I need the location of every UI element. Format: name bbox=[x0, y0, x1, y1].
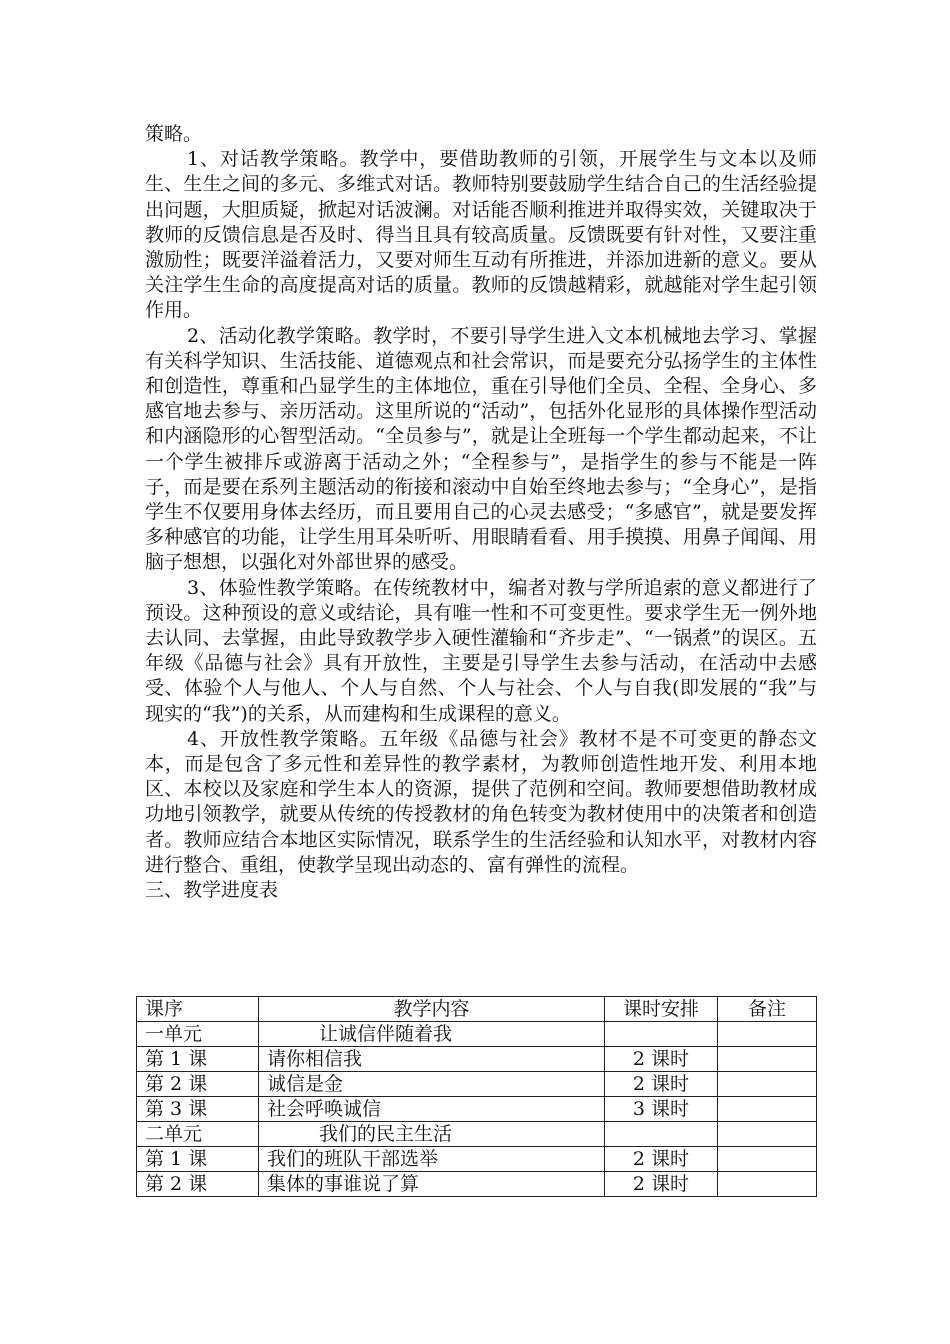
paragraph-open-strategy: 4、开放性教学策略。五年级《品德与社会》教材不是不可变更的静态文本，而是包含了多元性和差异性的教学素材，为教师创造性地开发、利用本地区、本校以及家庭和学生本人的资源，提供了范例和空间。教师要想借助教材成功地引领教学，就要从传统的传授教材的角色转变为教材使用中的决策者和创造者。教师应结合本地区实际情况，联系学生的生活经验和认知水平，对教材内容进行整合、重组，使教学呈现出动态的、富有弹性的流程。 bbox=[145, 727, 817, 876]
header-content: 教学内容 bbox=[259, 997, 605, 1022]
cell-order: 二单元 bbox=[137, 1122, 259, 1147]
cell-content: 请你相信我 bbox=[259, 1047, 605, 1072]
cell-note bbox=[718, 1147, 817, 1172]
cell-note bbox=[718, 1022, 817, 1047]
paragraph-activity-strategy: 2、活动化教学策略。教学时，不要引导学生进入文本机械地去学习、掌握有关科学知识、生活技能、道德观点和社会常识，而是要充分弘扬学生的主体性和创造性，尊重和凸显学生的主体地位，重在引导他们全员、全程、全身心、多感官地去参与、亲历活动。这里所说的“活动”，包括外化显形的具体操作型活动和内涵隐形的心智型活动。“全员参与”，就是让全班每一个学生都动起来，不让一个学生被排斥或游离于活动之外；“全程参与”，是指学生的参与不能是一阵子，而是要在系列主题活动的衔接和滚动中自始至终地去参与；“全身心”，是指学生不仅要用身体去经历，而且要用自己的心灵去感受；“多感官”，就是要发挥多种感官的功能，让学生用耳朵听听、用眼睛看看、用手摸摸、用鼻子闻闻、用脑子想想，以强化对外部世界的感受。 bbox=[145, 324, 817, 574]
cell-order: 第 1 课 bbox=[137, 1047, 259, 1072]
table-row bbox=[137, 1047, 817, 1072]
cell-order: 一单元 bbox=[137, 1022, 259, 1047]
cell-order: 第 1 课 bbox=[137, 1147, 259, 1172]
table-row bbox=[137, 1097, 817, 1122]
table-row bbox=[137, 1147, 817, 1172]
table-row bbox=[137, 1022, 817, 1047]
cell-hours: 3 课时 bbox=[605, 1097, 718, 1122]
schedule-table bbox=[136, 996, 817, 1197]
header-hours: 课时安排 bbox=[605, 997, 718, 1022]
paragraph-experience-strategy: 3、体验性教学策略。在传统教材中，编者对教与学所追索的意义都进行了预设。这种预设的意义或结论，具有唯一性和不可变更性。要求学生无一例外地去认同、去掌握，由此导致教学步入硬性灌输和“齐步走”、“一锅煮”的误区。五年级《品德与社会》具有开放性，主要是引导学生去参与活动，在活动中去感受、体验个人与他人、个人与自然、个人与社会、个人与自我(即发展的“我”与现实的“我”)的关系，从而建构和生成课程的意义。 bbox=[145, 576, 817, 725]
cell-order: 第 2 课 bbox=[137, 1172, 259, 1197]
cell-note bbox=[718, 1072, 817, 1097]
header-order: 课序 bbox=[137, 997, 259, 1022]
cell-hours: 2 课时 bbox=[605, 1047, 718, 1072]
paragraph-dialogue-strategy: 1、对话教学策略。教学中，要借助教师的引领，开展学生与文本以及师生、生生之间的多元、多维式对话。教师特别要鼓励学生结合自己的生活经验提出问题，大胆质疑，掀起对话波澜。对话能否顺利推进并取得实效，关键取决于教师的反馈信息是否及时、得当且具有较高质量。反馈既要有针对性，又要注重激励性；既要洋溢着活力，又要对师生互动有所推进，并添加进新的意义。要从关注学生生命的高度提高对话的质量。教师的反馈越精彩，就越能对学生起引领作用。 bbox=[145, 148, 817, 322]
cell-note bbox=[718, 1047, 817, 1072]
cell-order: 第 2 课 bbox=[137, 1072, 259, 1097]
cell-content: 让诚信伴随着我 bbox=[259, 1022, 605, 1047]
cell-hours: 2 课时 bbox=[605, 1172, 718, 1197]
table-row bbox=[137, 1072, 817, 1097]
body-text bbox=[145, 122, 817, 903]
cell-hours: 2 课时 bbox=[605, 1072, 718, 1097]
section-heading: 三、教学进度表 bbox=[145, 879, 279, 902]
cell-content: 我们的班队干部选举 bbox=[259, 1147, 605, 1172]
cell-order: 第 3 课 bbox=[137, 1097, 259, 1122]
table-header-row bbox=[137, 997, 817, 1022]
cell-content: 社会呼唤诚信 bbox=[259, 1097, 605, 1122]
header-note: 备注 bbox=[718, 997, 817, 1022]
cell-hours: 2 课时 bbox=[605, 1147, 718, 1172]
table-row bbox=[137, 1122, 817, 1147]
cell-hours bbox=[605, 1122, 718, 1147]
cell-content: 我们的民主生活 bbox=[259, 1122, 605, 1147]
paragraph-continuation: 策略。 bbox=[145, 123, 203, 145]
cell-note bbox=[718, 1172, 817, 1197]
cell-content: 集体的事谁说了算 bbox=[259, 1172, 605, 1197]
cell-hours bbox=[605, 1022, 718, 1047]
cell-content: 诚信是金 bbox=[259, 1072, 605, 1097]
cell-note bbox=[718, 1122, 817, 1147]
cell-note bbox=[718, 1097, 817, 1122]
table-row bbox=[137, 1172, 817, 1197]
